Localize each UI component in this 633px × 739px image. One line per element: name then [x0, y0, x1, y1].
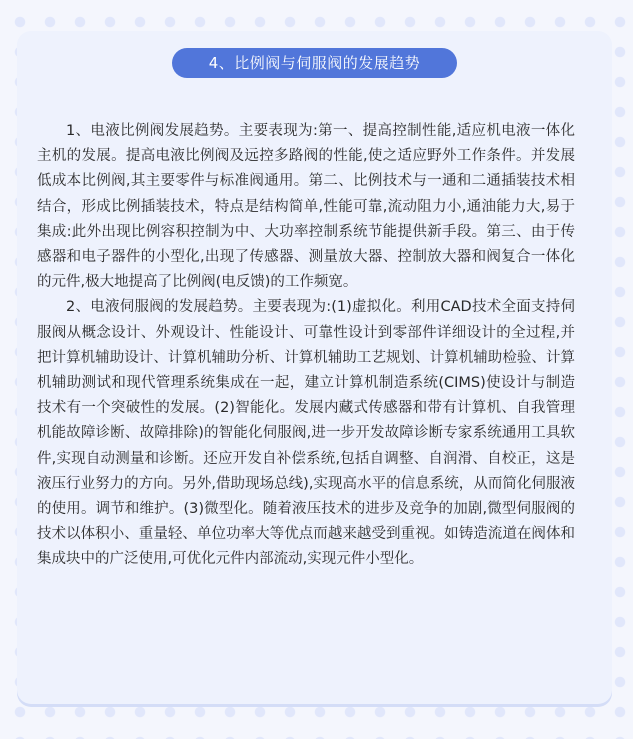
- section-title: 4、比例阀与伺服阀的发展趋势: [172, 48, 457, 78]
- paragraph-servo-valve: 2、电液伺服阀的发展趋势。主要表现为:(1)虚拟化。利用CAD技术全面支持伺服阀从概念设计、外观设计、性能设计、可靠性设计到零部件详细设计的全过程,并把计算机辅助设计、计算机辅助分析、计算机辅助工艺规划、计算机辅助检验、计算机辅助测试和现代管理系统集成在一起，建立计算机制造系统(CIMS)使设计与制造技术有一个突破性的发展。(2)智能化。发展内藏式传感器和带有计算机、自我管理机能故障诊断、故障排除)的智能化伺服阀,进一步开发故障诊断专家系统通用工具软件,实现自动测量和诊断。还应开发自补偿系统,包括自调整、自润滑、自校正，这是液压行业努力的方向。另外,借助现场总线),实现高水平的信息系统，从而简化伺服液的使用。调节和维护。(3)微型化。随着液压技术的进步及竞争的加剧,微型伺服阀的技术以体积小、重量轻、单位功率大等优点而越来越受到重视。如铸造流道在阀体和集成块中的广泛使用,可优化元件内部流动,实现元件小型化。: [37, 299, 575, 568]
- article-body: [37, 119, 575, 573]
- paragraph-proportional-valve: 1、电液比例阀发展趋势。主要表现为:第一、提高控制性能,适应机电液一体化主机的发展。提高电液比例阀及远控多路阀的性能,使之适应野外工作条件。并发展低成本比例阀,其主要零件与标准阀通用。第二、比例技术与一通和二通插装技术相结合，形成比例插装技术，特点是结构简单,性能可靠,流动阻力小,通油能力大,易于集成:此外出现比例容积控制为中、大功率控制系统节能提供新手段。第三、由于传感器和电子器件的小型化,出现了传感器、测量放大器、控制放大器和阀复合一体化的元件,极大地提高了比例阀(电反馈)的工作频宽。: [37, 123, 575, 291]
